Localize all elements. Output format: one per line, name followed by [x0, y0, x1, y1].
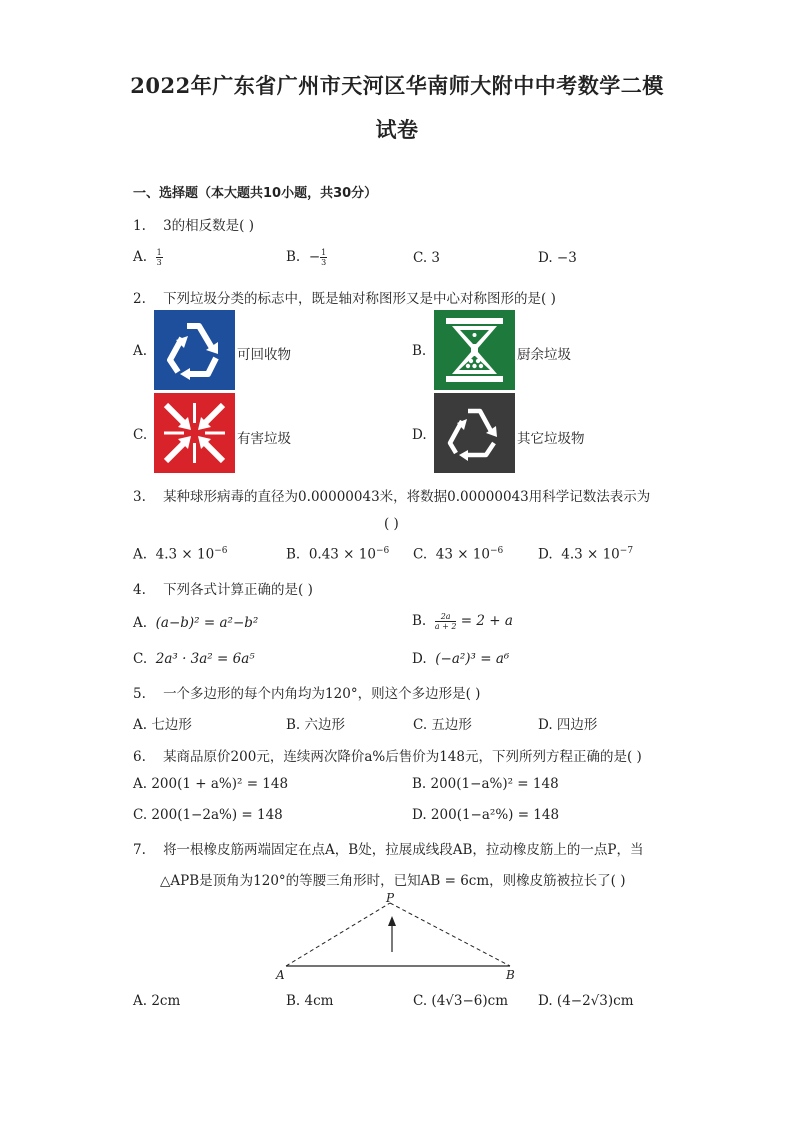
option-label: D. [538, 546, 553, 563]
question-text: 3的相反数是( ) [163, 218, 254, 234]
q7-option-d: D. (4−2√3)cm [538, 993, 634, 1009]
question-text: 一个多边形的每个内角均为120°，则这个多边形是( ) [163, 686, 481, 702]
q5-option-c: C. 五边形 [413, 717, 472, 733]
q2-option-d-label: D. [412, 427, 427, 443]
question-number: 3. [133, 489, 146, 505]
denominator: 3 [321, 258, 327, 267]
q2-option-b-label: B. [412, 343, 427, 359]
question-text: 下列垃圾分类的标志中，既是轴对称图形又是中心对称图形的是( ) [163, 291, 556, 307]
other-waste-sign-icon [434, 393, 515, 473]
q6-option-a: A. 200(1 + a%)² = 148 [133, 776, 289, 792]
exponent: −6 [375, 546, 390, 556]
option-label: C. [413, 546, 428, 563]
q7-option-b: B. 4cm [286, 993, 334, 1009]
q6-option-b: B. 200(1−a%)² = 148 [412, 776, 559, 792]
question-3 [133, 485, 650, 505]
question-5 [133, 682, 480, 702]
question-text: 将一根橡皮筋两端固定在点A，B处，拉展成线段AB，拉动橡皮筋上的一点P，当 [163, 842, 644, 858]
option-label: B. [286, 546, 301, 563]
q2-option-c-label: C. [133, 427, 148, 443]
q3-option-d [538, 546, 633, 563]
q5-option-d: D. 四边形 [538, 717, 598, 733]
minus-sign: − [308, 249, 321, 265]
label-p: P [386, 891, 395, 905]
option-label: B. [412, 613, 427, 629]
option-base: 4.3 × 10 [561, 546, 620, 563]
option-label: A. [133, 615, 148, 631]
numerator: 2a [435, 612, 457, 622]
question-number: 5. [133, 686, 146, 702]
section-heading: 一、选择题（本大题共10小题，共30分） [133, 186, 378, 201]
exponent: −7 [619, 546, 634, 556]
q1-option-b [286, 248, 327, 267]
pull-arrow-head [388, 916, 396, 926]
segment-ap [286, 903, 390, 966]
question-number: 6. [133, 749, 146, 765]
q4-option-c [133, 651, 255, 667]
label-b: B [506, 968, 515, 982]
q3-option-a [133, 546, 227, 563]
recyclable-sign-icon [154, 310, 235, 390]
question-number: 1. [133, 218, 146, 234]
fraction [320, 248, 327, 267]
question-3-paren: ( ) [384, 516, 399, 532]
q7-option-c: C. (4√3−6)cm [413, 993, 509, 1009]
option-expression: (a−b)² = a²−b² [155, 615, 259, 631]
denominator: 3 [156, 258, 162, 267]
option-label: D. [412, 651, 427, 667]
q2-option-a-caption: 可回收物 [237, 347, 291, 363]
option-expression: = 2 + a [460, 613, 513, 629]
q3-option-b [286, 546, 389, 563]
fraction [435, 612, 457, 631]
option-expression: (−a²)³ = a⁶ [435, 651, 510, 667]
question-6 [133, 745, 642, 765]
question-text: 某种球形病毒的直径为0.00000043米，将数据0.00000043用科学记数法表示为 [163, 489, 651, 505]
option-base: 4.3 × 10 [155, 546, 215, 563]
question-2 [133, 287, 556, 307]
option-expression: 2a³ · 3a² = 6a⁵ [155, 651, 255, 667]
page-title-continued: 试卷 [375, 117, 419, 142]
option-label: C. [133, 651, 148, 667]
question-1 [133, 214, 254, 234]
fraction [156, 248, 163, 267]
page-title: 2022年广东省广州市天河区华南师大附中中考数学二模 [130, 73, 664, 98]
q2-option-b-caption: 厨余垃圾 [517, 347, 571, 363]
q4-option-d [412, 651, 509, 667]
segment-pb [390, 903, 510, 966]
q1-option-d: D. −3 [538, 250, 577, 266]
q6-option-d: D. 200(1−a²%) = 148 [412, 807, 560, 823]
question-4 [133, 578, 313, 598]
q1-option-c: C. 3 [413, 250, 441, 266]
exponent: −6 [490, 546, 504, 556]
triangle-diagram [270, 890, 530, 985]
q5-option-b: B. 六边形 [286, 717, 346, 733]
q5-option-a: A. 七边形 [133, 717, 192, 733]
q2-option-d-caption: 其它垃圾物 [517, 431, 585, 447]
option-base: 0.43 × 10 [308, 546, 376, 563]
q7-option-a: A. 2cm [133, 993, 181, 1009]
question-text: 某商品原价200元，连续两次降价a%后售价为148元，下列所列方程正确的是( ) [163, 749, 642, 765]
q2-option-a-label: A. [133, 343, 148, 359]
q2-option-c-caption: 有害垃圾 [237, 431, 291, 447]
option-label: B. [286, 249, 301, 265]
option-label: A. [133, 546, 148, 563]
numerator: 1 [321, 248, 327, 257]
exponent: −6 [214, 546, 228, 556]
question-7-continued: △APB是顶角为120°的等腰三角形时，已知AB = 6cm，则橡皮筋被拉长了( ) [160, 873, 626, 889]
question-number: 2. [133, 291, 146, 307]
question-number: 4. [133, 582, 146, 598]
question-number: 7. [133, 842, 146, 858]
question-7 [133, 838, 644, 858]
q3-option-c [413, 546, 503, 563]
q4-option-b [412, 612, 513, 631]
q1-option-a [133, 248, 163, 267]
label-a: A [276, 968, 285, 982]
question-text: 下列各式计算正确的是( ) [163, 582, 313, 598]
denominator: a + 2 [434, 622, 457, 631]
option-base: 43 × 10 [435, 546, 490, 563]
q4-option-a [133, 615, 258, 631]
q6-option-c: C. 200(1−2a%) = 148 [133, 807, 283, 823]
option-label: A. [133, 249, 148, 265]
kitchen-waste-sign-icon [434, 310, 515, 390]
hazardous-waste-sign-icon [154, 393, 235, 473]
numerator: 1 [156, 248, 162, 257]
